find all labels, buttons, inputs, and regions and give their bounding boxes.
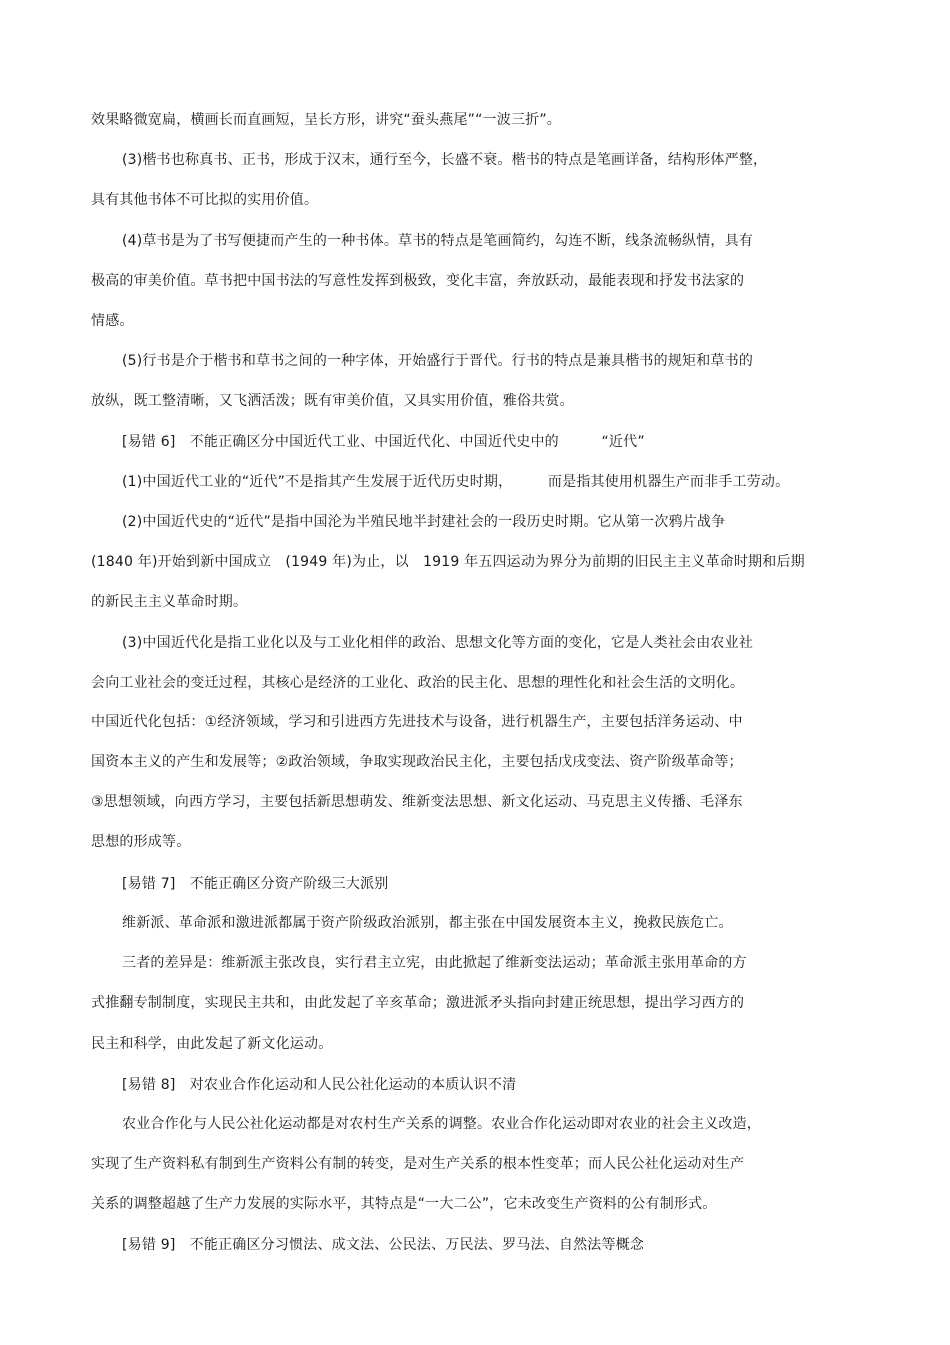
paragraph-line: (4)草书是为了书写便捷而产生的一种书体。草书的特点是笔画简约，勾连不断，线条流畅纵情，具有 bbox=[122, 233, 754, 249]
paragraph-line: 农业合作化与人民公社化运动都是对农村生产关系的调整。农业合作化运动即对农业的社会主义改造， bbox=[122, 1116, 761, 1132]
paragraph-line: 会向工业社会的变迁过程，其核心是经济的工业化、政治的民主化、思想的理性化和社会生活的文明化。 bbox=[91, 675, 745, 691]
paragraph-line: 情感。 bbox=[91, 313, 134, 329]
section-heading: [易错 9] 不能正确区分习惯法、成文法、公民法、万民法、罗马法、自然法等概念 bbox=[122, 1237, 645, 1253]
paragraph-line: 极高的审美价值。草书把中国书法的写意性发挥到极致，变化丰富，奔放跃动，最能表现和抒发书法家的 bbox=[91, 273, 745, 289]
section-heading: [易错 8] 对农业合作化运动和人民公社化运动的本质认识不清 bbox=[122, 1077, 517, 1093]
paragraph-line: 式推翻专制制度，实现民主共和，由此发起了辛亥革命；激进派矛头指向封建正统思想，提出学习西方的 bbox=[91, 995, 745, 1011]
section-heading: [易错 7] 不能正确区分资产阶级三大派别 bbox=[122, 876, 389, 892]
paragraph-line: 具有其他书体不可比拟的实用价值。 bbox=[91, 192, 319, 208]
section-heading: [易错 6] 不能正确区分中国近代工业、中国近代化、中国近代史中的 “近代” bbox=[122, 434, 645, 450]
paragraph-line: 维新派、革命派和激进派都属于资产阶级政治派别，都主张在中国发展资本主义，挽救民族危亡。 bbox=[122, 915, 733, 931]
paragraph-line: (1)中国近代工业的“近代”不是指其产生发展于近代历史时期， 而是指其使用机器生产而非手工劳动。 bbox=[122, 474, 790, 490]
paragraph-line: (5)行书是介于楷书和草书之间的一种字体，开始盛行于晋代。行书的特点是兼具楷书的规矩和草书的 bbox=[122, 353, 754, 369]
paragraph-line: 放纵，既工整清晰，又飞洒活泼；既有审美价值，又具实用价值，雅俗共赏。 bbox=[91, 393, 574, 409]
paragraph-line: ③思想领域，向西方学习，主要包括新思想萌发、维新变法思想、新文化运动、马克思主义传播、毛泽东 bbox=[91, 794, 743, 810]
paragraph-line: (3)楷书也称真书、正书，形成于汉末，通行至今，长盛不衰。楷书的特点是笔画详备，结构形体严整， bbox=[122, 152, 768, 168]
paragraph-line: 民主和科学，由此发起了新文化运动。 bbox=[91, 1036, 333, 1052]
paragraph-line: 中国近代化包括：①经济领域，学习和引进西方先进技术与设备，进行机器生产，主要包括洋务运动、中 bbox=[91, 714, 743, 730]
paragraph-line: (3)中国近代化是指工业化以及与工业化相伴的政治、思想文化等方面的变化，它是人类社会由农业社 bbox=[122, 635, 754, 651]
paragraph-line: 的新民主主义革命时期。 bbox=[91, 594, 248, 610]
paragraph-line: 思想的形成等。 bbox=[91, 834, 191, 850]
paragraph-line: 实现了生产资料私有制到生产资料公有制的转变，是对生产关系的根本性变革；而人民公社化运动对生产 bbox=[91, 1156, 745, 1172]
paragraph-line: 国资本主义的产生和发展等；②政治领域，争取实现政治民主化，主要包括戊戌变法、资产阶级革命等； bbox=[91, 754, 743, 770]
paragraph-line: 三者的差异是：维新派主张改良，实行君主立宪，由此掀起了维新变法运动；革命派主张用革命的方 bbox=[122, 955, 747, 971]
paragraph-line: (2)中国近代史的“近代”是指中国沦为半殖民地半封建社会的一段历史时期。它从第一次鸦片战争 bbox=[122, 514, 726, 530]
paragraph-line: 效果略微宽扁，横画长而直画短，呈长方形，讲究“蚕头燕尾”“一波三折”。 bbox=[91, 112, 562, 128]
paragraph-line: 关系的调整超越了生产力发展的实际水平，其特点是“一大二公”，它未改变生产资料的公有制形式。 bbox=[91, 1196, 717, 1212]
paragraph-line: (1840 年)开始到新中国成立 (1949 年)为止，以 1919 年五四运动为界分为前期的旧民主主义革命时期和后期 bbox=[91, 554, 805, 570]
